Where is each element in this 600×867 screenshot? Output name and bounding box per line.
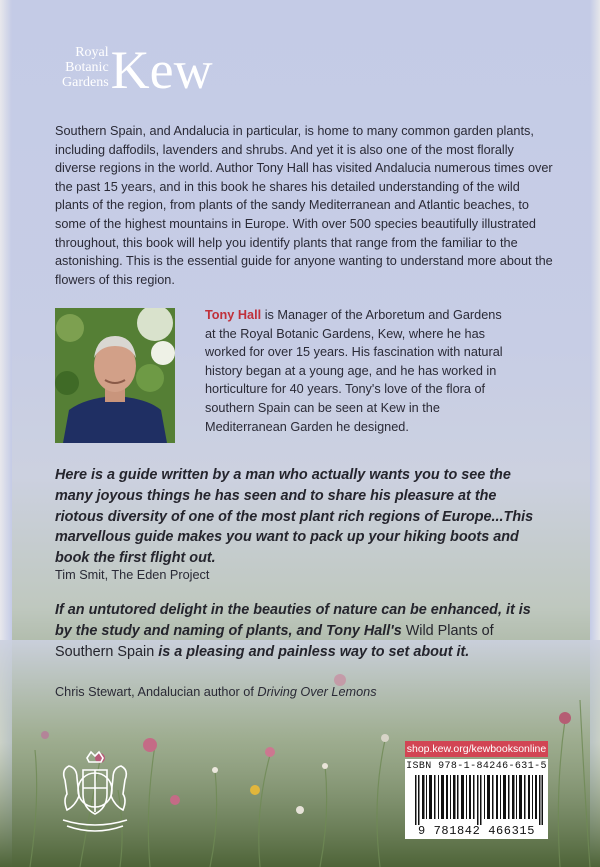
logo-line-royal: Royal: [75, 45, 109, 60]
logo-subtitle: [62, 45, 109, 95]
author-photo: [55, 308, 175, 443]
review-attribution-2: [55, 683, 377, 701]
author-name: Tony Hall: [205, 308, 262, 322]
shop-url-banner: shop.kew.org/kewbooksonline: [406, 743, 547, 755]
barcode-panel: [405, 759, 548, 839]
logo-line-gardens: Gardens: [62, 75, 109, 90]
review-attribution-1: Tim Smit, The Eden Project: [55, 568, 210, 582]
logo-line-botanic: Botanic: [65, 60, 109, 75]
barcode-bars: [415, 775, 543, 825]
logo-kew: Kew: [110, 40, 213, 100]
review-quote-2-part1: If an untutored delight in the beauties of nature can be enhanced, it is by the study and naming of plants, and Tony Hall's: [55, 602, 531, 639]
review-quote-2: [55, 600, 535, 662]
review-quote-2-book-title: Wild Plants of Southern Spain: [55, 622, 494, 660]
book-description: Southern Spain, and Andalucia in particular, is home to many common garden plants, including daffodils, lavenders and shrubs. And yet it is also one of the most florally diverse regions in the world. Author Tony Hall has visited Andalucia numerous times over the past 15 years, and in this book he shares his detailed understanding of the wild plants of the region, from plants of the sandy Mediterranean and Atlantic beaches, to some of the highest mountains in Europe. With over 500 species beautifully illustrated throughout, this book will help you identify plants that range from the familiar to the astonishing. This is the essential guide for anyone wanting to understand more about the flowers of this region.: [55, 124, 553, 287]
review-attribution-2-prefix: Chris Stewart, Andalucian author of: [55, 685, 258, 699]
barcode-number: 9 781842 466315: [417, 824, 536, 838]
review-quote-2-part2: is a pleasing and painless way to set about it.: [154, 643, 470, 660]
kew-logo: [62, 40, 213, 100]
author-bio-text: is Manager of the Arboretum and Gardens at the Royal Botanic Gardens, Kew, where he has worked for over 15 years. His fascination with natural history began at a young age, and he has worked in horticulture for 40 years. Tony's love of the flora of southern Spain can be seen at Kew in the Mediterranean Garden he designed.: [205, 308, 503, 434]
author-bio: [205, 306, 505, 436]
isbn-label: ISBN 978-1-84246-631-5: [406, 761, 547, 772]
review-attribution-2-book: Driving Over Lemons: [257, 685, 377, 699]
review-quote-1: Here is a guide written by a man who actually wants you to see the many joyous things he has seen and to share his pleasure at the riotous diversity of one of the most plant rich regions of Europe...This marvellous guide makes you want to pack up your hiking boots and book the first flight out.: [55, 467, 534, 567]
royal-coat-of-arms-icon: [55, 750, 135, 838]
